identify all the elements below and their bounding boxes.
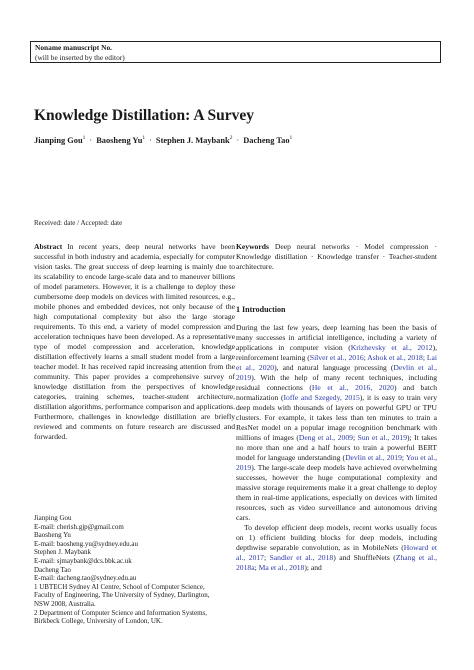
intro-paragraph-1 [236,323,437,523]
body-text: ) and batch normalization ( [236,383,438,402]
keywords [236,242,437,272]
author-separator: · [149,136,152,145]
affiliation-line: Dacheng Tao [34,565,71,574]
author-affiliation-mark: 1 [82,135,86,142]
affiliation-line: 2 Department of Computer Science and Information Systems, [34,608,208,617]
body-text: ), reinforcement learning ( [236,343,437,362]
citation-link[interactable]: He et al., 2016, 2020 [311,383,394,392]
citation-link[interactable]: Howard et al., 2017 [236,543,437,562]
introduction-body [236,323,437,573]
body-text: ; [254,563,259,572]
citation-link[interactable]: Deng et al., 2009 [298,433,353,442]
citation-link[interactable]: Krizhevsky et al., 2012 [350,343,433,352]
body-text: ; [263,553,270,562]
body-text: ). The large-scale deep models have achieved overwhelming successes, however the huge computational complexity and massive storage requirements make it a great challenge to deploy them in real-time applications, especially on devices with limited resources, such as video surveillance and autonomous driving cars. [236,463,437,522]
body-text: ; [422,353,427,362]
abstract-heading: Abstract [34,242,63,251]
citation-link[interactable]: You et al., 2019 [236,453,438,472]
author-affiliation-mark: 1 [142,135,146,142]
author-name: Jianping Gou [34,136,83,145]
affiliation-line: E-mail: dacheng.tao@sydney.edu.au [34,574,137,583]
author-separator: · [89,136,93,145]
author-affiliations [34,514,239,626]
author-name: Dacheng Tao [243,136,290,145]
affiliation-line: E-mail: sjmaybank@dcs.bbk.ac.uk [34,556,132,565]
citation-link[interactable]: Sandler et al., 2018 [269,553,334,562]
manuscript-note-box [30,41,441,63]
abstract-text: In recent years, deep neural networks have been successful in both industry and academia, especially for computer vision tasks. The great success of deep learning is mainly due to its scalability to encode large-scale data and to maneuver billions of model parameters. However, it is a challenge to deploy these cumbersome deep models on devices with limited resources, e.g., mobile phones and embedded devices, not only because of the high computational complexity but also the large storage requirements. To this end, a variety of model compression and acceleration techniques have been developed. As a representative type of model compression and acceleration, knowledge distillation effectively learns a small student model from a large teacher model. It has received rapid increasing attention from the community. This paper provides a comprehensive survey of knowledge distillation from the perspectives of knowledge categories, training schemes, teacher-student architecture, distillation algorithms, performance comparison and applications. Furthermore, challenges in knowledge distillation are briefly reviewed and comments on future research are discussed and forwarded. [34,242,235,441]
citation-link[interactable]: Devlin et al., 2019 [345,453,402,462]
body-text: ; [363,353,368,362]
affiliation-line: 1 UBTECH Sydney AI Centre, School of Computer Science, [34,582,205,591]
affiliation-line: Jianping Gou [34,514,72,522]
body-text: ) and ShuffleNets ( [333,553,396,562]
author-name: Baosheng Yu [96,136,143,145]
affiliation-line: NSW 2008, Australia. [34,599,96,608]
citation-link[interactable]: Silver et al., 2016 [309,353,364,362]
manuscript-editor-note: (will be inserted by the editor) [35,52,125,62]
abstract [34,242,235,442]
received-date: Received: date / Accepted: date [34,219,123,227]
citation-link[interactable]: Lai et al., 2020 [236,353,437,372]
citation-link[interactable]: Devlin et al., 2019 [236,363,437,382]
citation-link[interactable]: Zhang et al., 2018a [236,553,437,572]
citation-link[interactable]: Ioffe and Szegedy, 2015 [283,393,360,402]
section-number: 1 [236,305,240,314]
body-text: ; [401,453,406,462]
author-separator: · [236,136,240,145]
body-text: ); It takes no more than one and a half hours to train a powerful BERT model for language understanding ( [236,433,437,462]
keywords-text: Deep neural networks · Model compression · Knowledge distillation · Knowledge transfer · Teacher-student architecture. [236,242,437,271]
affiliation-line: Faculty of Engineering, The University of Sydney, Darlington, [34,591,210,600]
keywords-heading: Keywords [236,242,269,251]
body-text: ; [352,433,358,442]
body-text: ), it is easy to train very deep models with thousands of layers on powerful GPU or TPU clusters. For example, it takes less than ten minutes to train a ResNet model on a popular image recognition benchmark with millions of images ( [236,393,438,442]
author-affiliation-mark: 2 [229,135,233,142]
body-text: ), and natural language processing ( [274,363,394,372]
manuscript-number: Noname manuscript No. [35,43,112,52]
section-title: Introduction [242,305,286,314]
author-list [34,136,292,145]
paper-title: Knowledge Distillation: A Survey [34,107,255,124]
affiliation-line: Stephen J. Maybank [34,548,91,557]
body-text: To develop efficient deep models, recent works usually focus on 1) efficient building blocks for deep models, including depthwise separable convolution, as in MobileNets ( [236,523,437,552]
affiliation-line: E-mail: baosheng.yu@sydney.edu.au [34,539,138,548]
affiliation-line: E-mail: cherish.gjp@gmail.com [34,522,124,531]
citation-link[interactable]: Ma et al., 2018 [258,563,305,572]
intro-paragraph-2 [236,523,437,573]
citation-link[interactable]: Sun et al., 2019 [357,433,407,442]
section-heading [236,305,285,314]
author-affiliation-mark: 1 [289,135,293,142]
author-name: Stephen J. Maybank [155,136,230,145]
affiliation-line: Baosheng Yu [34,531,71,540]
body-text: ); and [304,563,322,572]
body-text: During the last few years, deep learning has been the basis of many successes in artificial intelligence, including a variety of applications in computer vision ( [236,323,437,352]
affiliation-line: Birkbeck College, University of London, UK. [34,617,163,626]
citation-link[interactable]: Ashok et al., 2018 [367,353,423,362]
body-text: ). With the help of many recent techniques, including residual connections ( [236,373,437,392]
